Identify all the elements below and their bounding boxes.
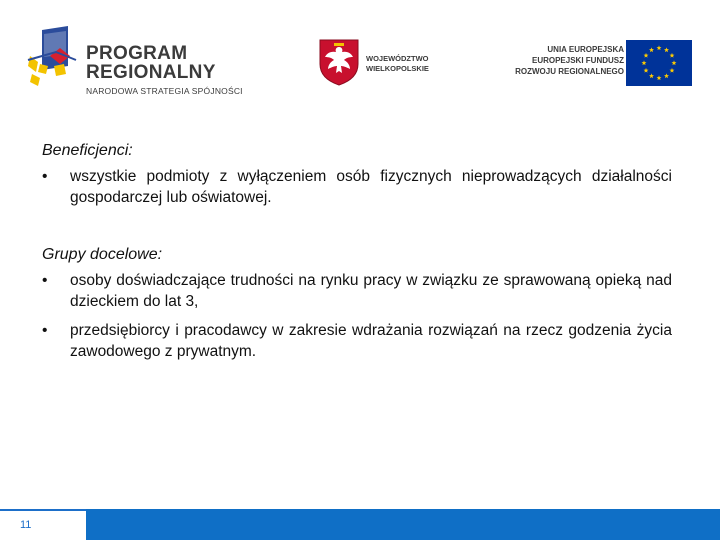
- list-item: [42, 320, 672, 362]
- page-number-box: [0, 509, 86, 540]
- grupy-docelowe-section: [42, 246, 672, 362]
- page-number: 11: [20, 519, 32, 531]
- eu-logo: [498, 40, 698, 90]
- list-item: [42, 270, 672, 312]
- wojewodztwo-logo: [318, 38, 448, 88]
- eu-line-2: EUROPEJSKI FUNDUSZ: [531, 56, 624, 65]
- eagle-shield-icon: [318, 38, 360, 86]
- list-item-text: osoby doświadczające trudności na rynku pracy w związku ze sprawowaną opieką nad dzieckiem do lat 3,: [70, 272, 672, 310]
- bullet-icon: •: [42, 168, 48, 185]
- eu-line-1: UNIA EUROPEJSKA: [547, 45, 624, 54]
- eu-flag-icon: [626, 40, 692, 86]
- section-title: Beneficjenci:: [42, 142, 133, 159]
- program-subtitle: NARODOWA STRATEGIA SPÓJNOŚCI: [86, 86, 243, 96]
- bullet-icon: •: [42, 322, 48, 339]
- beneficjenci-section: [42, 142, 672, 208]
- program-regionalny-wordmark: [86, 44, 243, 96]
- program-regionalny-emblem-icon: [26, 26, 88, 90]
- list-item: [42, 166, 672, 208]
- wojewodztwo-line: WOJEWÓDZTWO: [366, 54, 429, 63]
- regionalny-line: REGIONALNY: [86, 62, 216, 83]
- eu-line-3: ROZWOJU REGIONALNEGO: [515, 67, 624, 76]
- wielkopolskie-line: WIELKOPOLSKIE: [366, 64, 429, 73]
- logo-header: [0, 0, 720, 110]
- wojewodztwo-wordmark: [366, 54, 429, 74]
- list-item-text: wszystkie podmioty z wyłączeniem osób fizycznych nieprowadzących działalności gospodarczej lub oświatowej.: [70, 168, 672, 206]
- program-line: PROGRAM: [86, 43, 188, 64]
- section-title: Grupy docelowe:: [42, 246, 163, 263]
- eu-wordmark: [515, 44, 624, 77]
- bullet-icon: •: [42, 272, 48, 289]
- program-regionalny-logo: [26, 26, 266, 98]
- slide-content: [42, 142, 672, 370]
- list-item-text: przedsiębiorcy i pracodawcy w zakresie wdrażania rozwiązań na rzecz godzenia życia zawodowego z prywatnym.: [70, 322, 672, 360]
- bullet-list: [42, 166, 672, 208]
- bullet-list: [42, 270, 672, 362]
- footer-bar: [0, 509, 720, 540]
